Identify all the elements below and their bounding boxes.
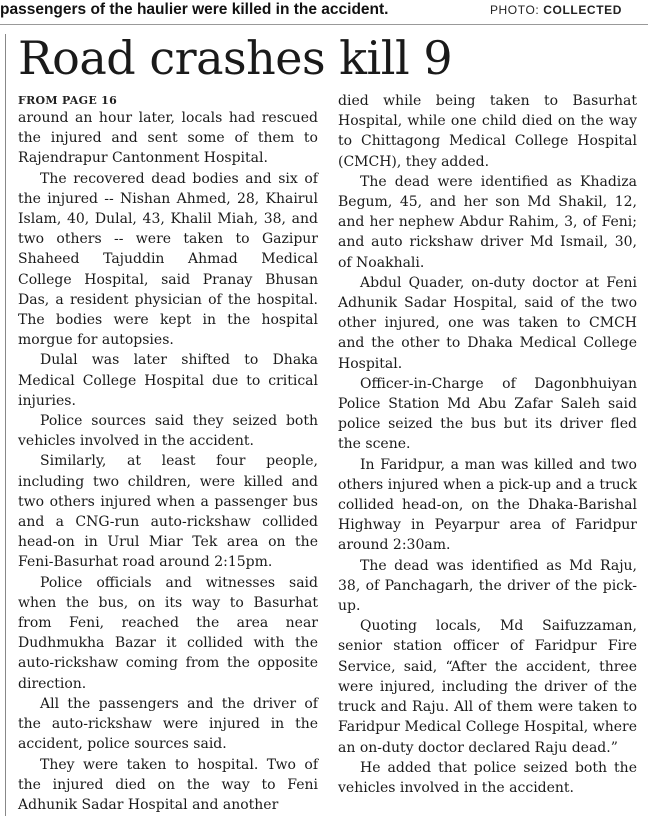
- paragraph: All the passengers and the driver of the auto-rickshaw were injured in the accident, police sources said.: [18, 695, 318, 753]
- paragraph: Police officials and witnesses said when the bus, on its way to Basurhat from Feni, reached the area near Dudhmukha Bazar it collided with the auto-rickshaw coming from the opposite direction.: [18, 574, 318, 692]
- paragraph: died while being taken to Basurhat Hospital, while one child died on the way to Chittagong Medical College Hospital (CMCH), they added.: [338, 93, 637, 170]
- paragraph: Similarly, at least four people, including two children, were killed and two others injured when a passenger bus and a CNG-run auto-rickshaw collided head-on in Urul Miar Tek area on the Feni-Basurhat road around 2:15pm.: [18, 453, 318, 571]
- paragraph: In Faridpur, a man was killed and two others injured when a pick-up and a truck collided head-on, on the Dhaka-Barishal Highway in Peyarpur area of Faridpur around 2:30am.: [338, 456, 637, 554]
- article-column-left: [18, 108, 318, 815]
- photo-credit-label: PHOTO:: [489, 3, 540, 17]
- paragraph: They were taken to hospital. Two of the injured died on the way to Feni Adhunik Sadar Hospital and another: [18, 756, 318, 813]
- paragraph: The dead was identified as Md Raju, 38, of Panchagarh, the driver of the pick-up.: [338, 557, 637, 615]
- paragraph: Quoting locals, Md Saifuzzaman, senior station officer of Faridpur Fire Service, said, “After the accident, three were injured, including the driver of the truck and Raju. All of them were taken to Faridpur Medical College Hospital, where an on-duty doctor declared Raju dead.”: [338, 618, 637, 756]
- article-headline: Road crashes kill 9: [18, 31, 453, 85]
- paragraph: Police sources said they seized both vehicles involved in the accident.: [18, 413, 318, 450]
- column-rule: [0, 34, 6, 816]
- paragraph: Abdul Quader, on-duty doctor at Feni Adhunik Sadar Hospital, said of the two other injured, one was taken to CMCH and the other to Dhaka Medical College Hospital.: [338, 274, 637, 372]
- photo-credit-source: COLLECTED: [543, 3, 622, 17]
- photo-credit: [490, 3, 622, 17]
- paragraph: The dead were identified as Khadiza Begum, 45, and her son Md Shakil, 12, and her nephew Abdur Rahim, 3, of Feni; and auto rickshaw driver Md Ismail, 30, of Noakhali.: [338, 173, 637, 271]
- paragraph: He added that police seized both the vehicles involved in the accident.: [338, 759, 637, 796]
- photo-caption-bar: [0, 0, 648, 22]
- article-column-right: [338, 91, 637, 798]
- caption-divider: [0, 24, 648, 25]
- paragraph: Officer-in-Charge of Dagonbhuiyan Police Station Md Abu Zafar Saleh said police seized the bus but its driver fled the scene.: [338, 375, 637, 453]
- photo-caption: passengers of the haulier were killed in the accident.: [0, 1, 389, 18]
- paragraph: The recovered dead bodies and six of the injured -- Nishan Ahmed, 28, Khairul Islam, 40, Dulal, 43, Khalil Miah, 38, and two others -- were taken to Gazipur Shaheed Tajuddin Ahmad Medical College Hospital, said Pranay Bhusan Das, a resident physician of the hospital. The bodies were kept in the hospital morgue for autopsies.: [18, 170, 318, 349]
- paragraph: around an hour later, locals had rescued the injured and sent some of them to Rajendrapur Cantonment Hospital.: [18, 110, 318, 167]
- paragraph: Dulal was later shifted to Dhaka Medical College Hospital due to critical injuries.: [18, 352, 318, 409]
- jump-line: FROM PAGE 16: [18, 94, 118, 107]
